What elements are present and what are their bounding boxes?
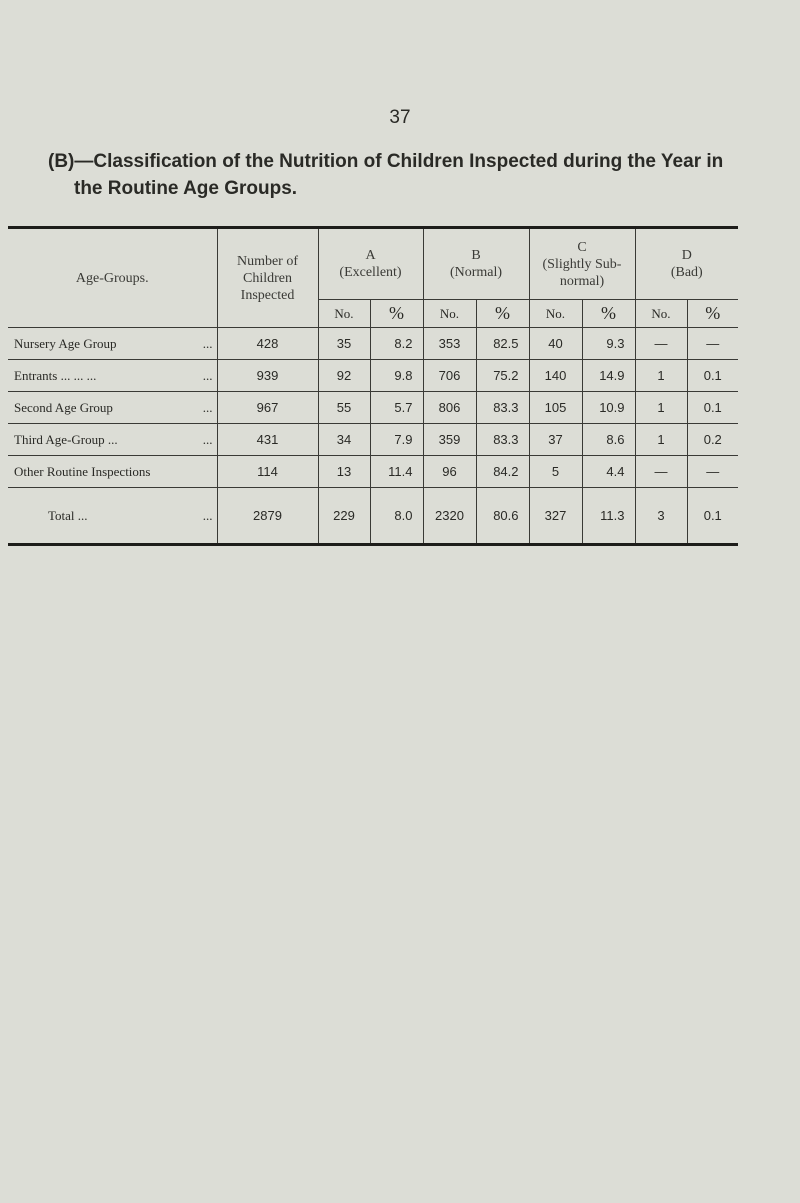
cell-a-pct: 8.2 — [370, 328, 423, 360]
cell-d-pct: 0.2 — [687, 424, 738, 456]
table-header-row — [8, 228, 738, 300]
title-line-2: the Routine Age Groups. — [74, 178, 298, 199]
cell-b-no: 706 — [423, 360, 476, 392]
cell-d-no: — — [635, 456, 687, 488]
header-c-slightly-subnormal — [529, 228, 635, 300]
cell-d-pct: 0.1 — [687, 360, 738, 392]
total-a-no: 229 — [318, 488, 370, 545]
total-label: Total ... ... — [8, 488, 217, 545]
subheader-no: No. — [318, 300, 370, 328]
cell-a-pct: 5.7 — [370, 392, 423, 424]
row-dots: ... — [202, 431, 213, 447]
page-title — [48, 148, 768, 202]
cell-c-pct: 8.6 — [582, 424, 635, 456]
header-age-groups: Age-Groups. — [8, 228, 217, 328]
header-a-letter: A — [365, 248, 376, 263]
row-label: Nursery Age Group ... — [8, 328, 217, 360]
cell-d-no: 1 — [635, 424, 687, 456]
cell-b-no: 96 — [423, 456, 476, 488]
row-label: Other Routine Inspections — [8, 456, 217, 488]
header-c-letter: C — [577, 239, 587, 255]
table-row — [8, 392, 738, 424]
cell-a-no: 13 — [318, 456, 370, 488]
header-b-normal — [423, 228, 529, 300]
cell-number: 939 — [217, 360, 318, 392]
cell-d-pct: — — [687, 328, 738, 360]
page-number: 37 — [389, 107, 411, 128]
nutrition-table — [8, 226, 738, 546]
subheader-pct: % — [370, 300, 423, 328]
total-b-pct: 80.6 — [476, 488, 529, 545]
header-c-label: (Slightly Sub-normal) — [542, 256, 622, 289]
total-c-no: 327 — [529, 488, 582, 545]
total-d-no: 3 — [635, 488, 687, 545]
cell-a-pct: 9.8 — [370, 360, 423, 392]
cell-c-no: 5 — [529, 456, 582, 488]
row-dots: ... — [202, 507, 213, 523]
cell-b-no: 806 — [423, 392, 476, 424]
header-number-inspected: Number of Children Inspected — [217, 228, 318, 328]
title-line-1: (B)—Classification of the Nutrition of Children Inspected during the Year in — [48, 151, 724, 172]
row-label: Second Age Group ... — [8, 392, 217, 424]
total-number: 2879 — [217, 488, 318, 545]
cell-a-no: 92 — [318, 360, 370, 392]
cell-b-pct: 83.3 — [476, 424, 529, 456]
cell-b-pct: 83.3 — [476, 392, 529, 424]
total-row — [8, 488, 738, 545]
table-row — [8, 456, 738, 488]
cell-d-no: — — [635, 328, 687, 360]
cell-a-no: 34 — [318, 424, 370, 456]
cell-b-pct: 75.2 — [476, 360, 529, 392]
row-dots: ... — [202, 335, 213, 351]
header-a-excellent — [318, 228, 423, 300]
cell-c-pct: 10.9 — [582, 392, 635, 424]
subheader-pct: % — [582, 300, 635, 328]
cell-c-no: 37 — [529, 424, 582, 456]
cell-b-pct: 84.2 — [476, 456, 529, 488]
header-d-bad — [635, 228, 738, 300]
header-b-letter: B — [471, 248, 481, 263]
header-b-label: (Normal) — [449, 265, 503, 280]
cell-c-no: 105 — [529, 392, 582, 424]
row-dots: ... — [202, 399, 213, 415]
subheader-no: No. — [423, 300, 476, 328]
table-row — [8, 360, 738, 392]
cell-c-no: 40 — [529, 328, 582, 360]
cell-a-pct: 11.4 — [370, 456, 423, 488]
row-label: Third Age-Group ... ... — [8, 424, 217, 456]
cell-b-no: 359 — [423, 424, 476, 456]
subheader-no: No. — [635, 300, 687, 328]
cell-b-pct: 82.5 — [476, 328, 529, 360]
header-a-label: (Excellent) — [339, 265, 402, 280]
table-row — [8, 328, 738, 360]
cell-c-no: 140 — [529, 360, 582, 392]
cell-d-no: 1 — [635, 392, 687, 424]
total-c-pct: 11.3 — [582, 488, 635, 545]
cell-c-pct: 9.3 — [582, 328, 635, 360]
cell-a-no: 55 — [318, 392, 370, 424]
subheader-pct: % — [476, 300, 529, 328]
subheader-no: No. — [529, 300, 582, 328]
table-row — [8, 424, 738, 456]
cell-a-no: 35 — [318, 328, 370, 360]
total-d-pct: 0.1 — [687, 488, 738, 545]
cell-number: 431 — [217, 424, 318, 456]
cell-b-no: 353 — [423, 328, 476, 360]
cell-d-no: 1 — [635, 360, 687, 392]
cell-d-pct: — — [687, 456, 738, 488]
subheader-pct: % — [687, 300, 738, 328]
cell-c-pct: 4.4 — [582, 456, 635, 488]
cell-number: 114 — [217, 456, 318, 488]
cell-number: 967 — [217, 392, 318, 424]
header-d-label: (Bad) — [670, 265, 703, 280]
row-dots: ... — [202, 367, 213, 383]
row-label: Entrants ... ... ... ... — [8, 360, 217, 392]
cell-number: 428 — [217, 328, 318, 360]
cell-a-pct: 7.9 — [370, 424, 423, 456]
total-b-no: 2320 — [423, 488, 476, 545]
cell-d-pct: 0.1 — [687, 392, 738, 424]
header-d-letter: D — [681, 248, 692, 263]
total-a-pct: 8.0 — [370, 488, 423, 545]
cell-c-pct: 14.9 — [582, 360, 635, 392]
